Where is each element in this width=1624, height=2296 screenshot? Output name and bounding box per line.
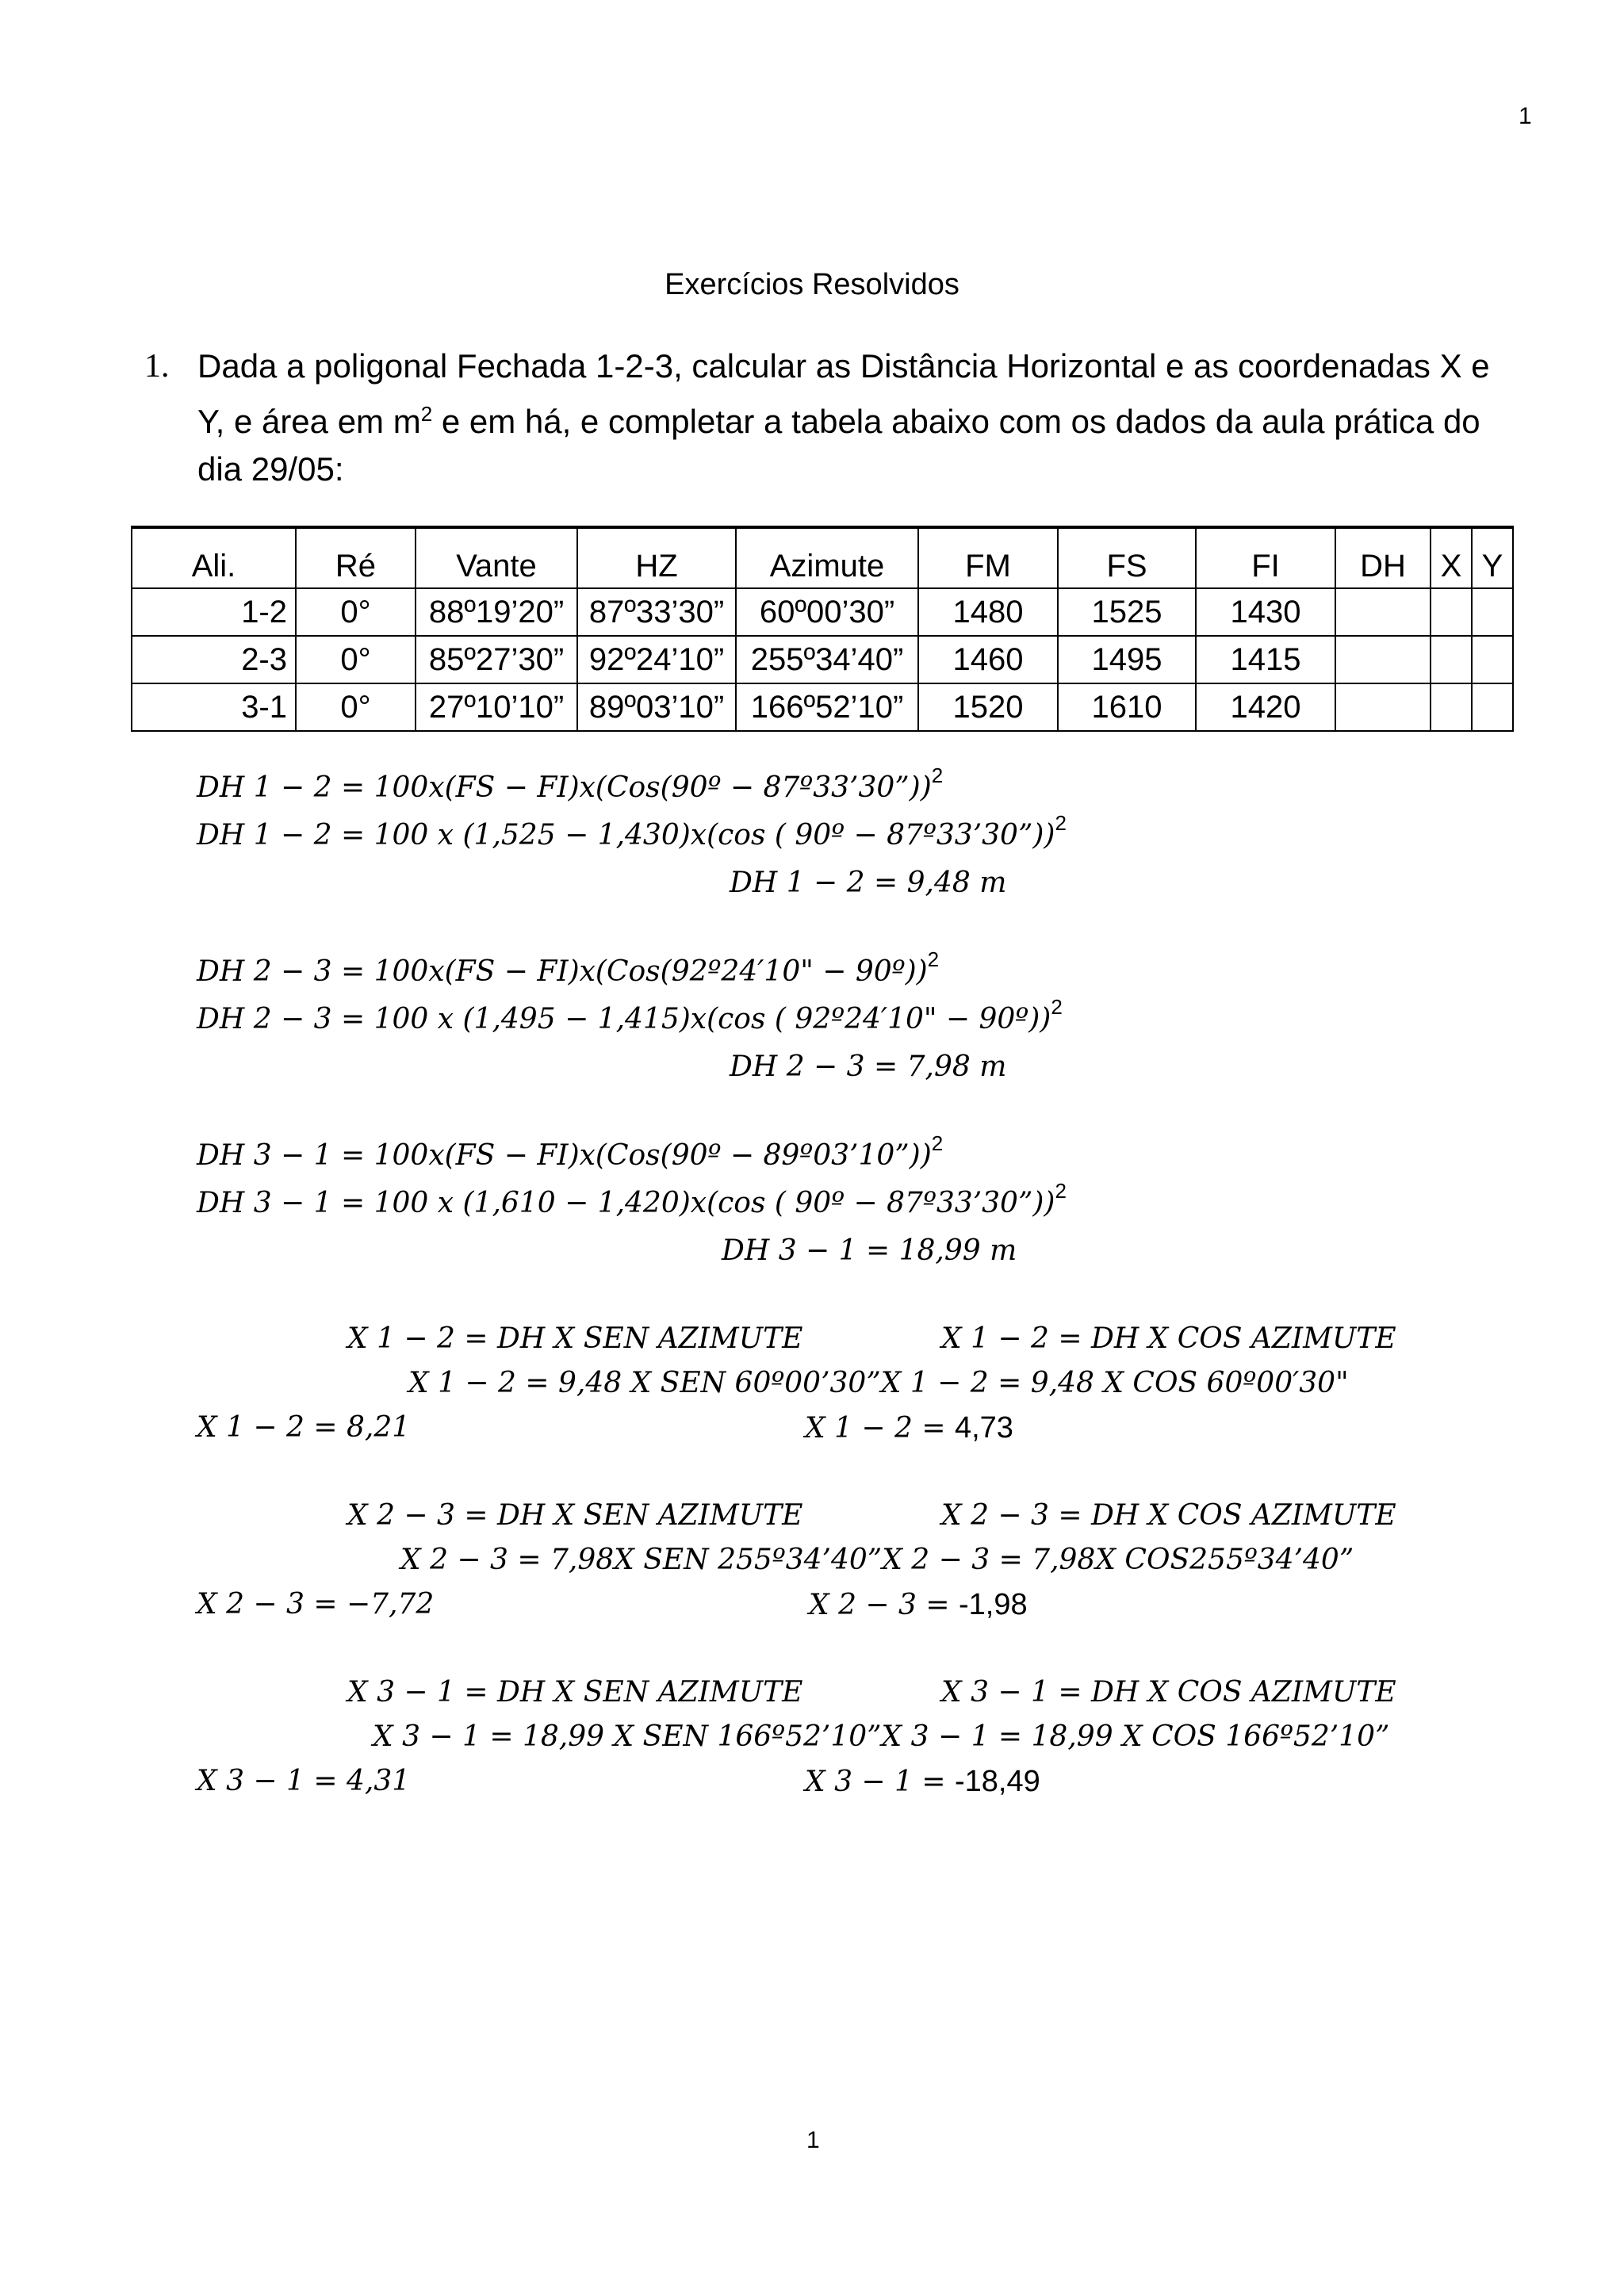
coord-3-1-result-x: X 3 − 1 = 4,31 [197,1765,411,1797]
cell-hz: 87º33’30” [577,588,736,636]
header-azimute: Azimute [736,527,918,588]
cell-re: 0° [296,588,416,636]
dh-3-1-formula: DH 3 − 1 = 100x(FS − FI)x(Cos(90º − 89º03’10”))$^2$ [197,1131,944,1172]
cell-fs: 1610 [1058,683,1196,731]
coord-1-2-cos-formula: X 1 − 2 = DH X COS AZIMUTE [941,1322,1396,1355]
table-row [132,636,1513,683]
cell-x [1431,683,1472,731]
cell-azimute: 255º34’40” [736,636,918,683]
dh-2-3-result: DH 2 − 3 = 7,98 m [730,1050,1007,1083]
coord-2-3-substitution: X 2 − 3 = 7,98X SEN 255º34’40”X 2 − 3 = 7,98X COS255º34’40” [400,1544,1354,1576]
header-x: X [1431,527,1472,588]
cell-dh [1335,683,1431,731]
cell-fm: 1460 [918,636,1058,683]
page-number-bottom: 1 [806,2127,820,2153]
cell-vante: 27º10’10” [416,683,577,731]
cell-ali: 3-1 [132,683,296,731]
cell-re: 0° [296,636,416,683]
cell-azimute: 60º00’30” [736,588,918,636]
cell-fm: 1520 [918,683,1058,731]
dh-3-1-substitution: DH 3 − 1 = 100 x (1,610 − 1,420)x(cos ( 90º − 87º33’30”))$^2$ [197,1179,1067,1219]
dh-1-2-result: DH 1 − 2 = 9,48 m [730,867,1007,899]
question-text [197,342,1522,493]
coord-2-3-sen-formula: X 2 − 3 = DH X SEN AZIMUTE [347,1499,803,1532]
cell-fm: 1480 [918,588,1058,636]
cell-x [1431,636,1472,683]
header-dh: DH [1335,527,1431,588]
dh-1-2-substitution: DH 1 − 2 = 100 x (1,525 − 1,430)x(cos ( 90º − 87º33’30”))$^2$ [197,811,1067,851]
cell-y [1472,588,1513,636]
question-number: 1. [144,348,170,385]
cell-fi: 1430 [1196,588,1335,636]
cell-y [1472,636,1513,683]
header-fm: FM [918,527,1058,588]
question-text-part1: Dada a poligonal Fechada 1-2-3, calcular as Distância Horizontal e as coordenadas X e Y, e área em m [197,347,1490,440]
dh-2-3-substitution: DH 2 − 3 = 100 x (1,495 − 1,415)x(cos ( 92º24′10" − 90º))$^2$ [197,995,1063,1035]
dh-3-1-result: DH 3 − 1 = 18,99 m [722,1234,1017,1267]
header-y: Y [1472,527,1513,588]
cell-fi: 1420 [1196,683,1335,731]
question-superscript: 2 [420,402,433,426]
dh-2-3-formula: DH 2 − 3 = 100x(FS − FI)x(Cos(92º24′10" − 90º))$^2$ [197,947,940,988]
coord-1-2-result-y: X 1 − 2 = 4,73 [805,1411,1013,1445]
table-row [132,683,1513,731]
cell-azimute: 166º52’10” [736,683,918,731]
dh-1-2-formula: DH 1 − 2 = 100x(FS − FI)x(Cos(90º − 87º33’30”))$^2$ [197,763,944,804]
cell-x [1431,588,1472,636]
cell-ali: 1-2 [132,588,296,636]
coord-2-3-result-y: X 2 − 3 = -1,98 [809,1588,1028,1621]
coord-2-3-result-x: X 2 − 3 = −7,72 [197,1588,435,1621]
survey-table [131,526,1514,732]
coord-3-1-substitution: X 3 − 1 = 18,99 X SEN 166º52’10”X 3 − 1 = 18,99 X COS 166º52’10” [373,1720,1390,1753]
coord-1-2-substitution: X 1 − 2 = 9,48 X SEN 60º00’30”X 1 − 2 = 9,48 X COS 60º00′30" [408,1367,1349,1399]
header-ali: Ali. [132,527,296,588]
cell-fs: 1495 [1058,636,1196,683]
coord-2-3-cos-formula: X 2 − 3 = DH X COS AZIMUTE [941,1499,1396,1532]
coord-1-2-result-x: X 1 − 2 = 8,21 [197,1411,411,1444]
header-vante: Vante [416,527,577,588]
coord-3-1-sen-formula: X 3 − 1 = DH X SEN AZIMUTE [347,1676,803,1709]
cell-dh [1335,636,1431,683]
cell-hz: 92º24’10” [577,636,736,683]
cell-dh [1335,588,1431,636]
header-fi: FI [1196,527,1335,588]
question-text-part2: e em há, e completar a tabela abaixo com os dados da aula prática do dia 29/05: [197,403,1480,488]
cell-vante: 88º19’20” [416,588,577,636]
coord-1-2-sen-formula: X 1 − 2 = DH X SEN AZIMUTE [347,1322,803,1355]
table-row [132,588,1513,636]
cell-ali: 2-3 [132,636,296,683]
coord-3-1-cos-formula: X 3 − 1 = DH X COS AZIMUTE [941,1676,1396,1709]
header-hz: HZ [577,527,736,588]
table-header-row [132,527,1513,588]
header-re: Ré [296,527,416,588]
cell-fi: 1415 [1196,636,1335,683]
document-title: Exercícios Resolvidos [665,268,959,301]
cell-fs: 1525 [1058,588,1196,636]
cell-re: 0° [296,683,416,731]
cell-vante: 85º27’30” [416,636,577,683]
cell-y [1472,683,1513,731]
coord-3-1-result-y: X 3 − 1 = -18,49 [805,1765,1040,1798]
page-number-top: 1 [1519,103,1532,129]
cell-hz: 89º03’10” [577,683,736,731]
header-fs: FS [1058,527,1196,588]
